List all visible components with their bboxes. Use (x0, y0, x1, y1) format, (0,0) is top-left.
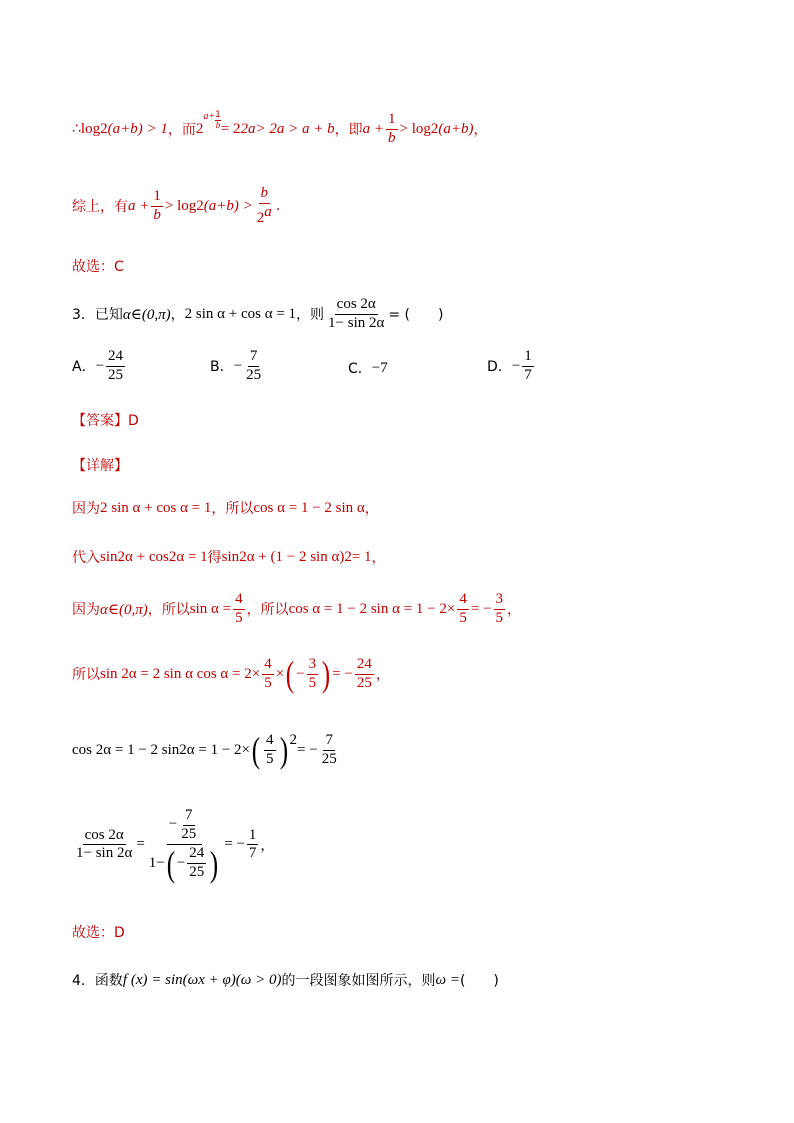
gt-log: > log (399, 120, 431, 137)
solution-line-summary (72, 186, 280, 227)
function-definition: f (x) = sin(ωx + φ)(ω > 0) (122, 971, 282, 988)
log-arg: (a+b) > (203, 197, 253, 214)
three-fifths-fraction: $\frac{3}{5}$ (308, 655, 317, 691)
log-base: 2 (196, 197, 204, 214)
log-base-2: 2 (430, 120, 439, 137)
therefore-symbol: ∴ (72, 121, 81, 138)
right-paren: ) (279, 730, 288, 770)
result-fraction: $\frac{1}{7}$ (248, 826, 257, 862)
comma: ， (170, 307, 185, 324)
compound-fraction (147, 808, 222, 882)
log-text: log (80, 120, 101, 137)
minus-seven-25: $\frac{7}{25}$ (181, 807, 197, 842)
power-exponent: a+ $\frac{1}{b}$ (203, 109, 221, 130)
option-d-fraction: $\frac{1}{7}$ (524, 348, 532, 383)
given-equation: 2 sin α + cos α = 1 (184, 305, 297, 322)
detail-step-5: cos 2α = 1 − 2 sin 2 α = 1 − 2× ( $\frac{4}{5}$ ) $^2$ = − $\frac{7}{25}$ (72, 730, 337, 770)
detail-step-6: $\frac{\cos 2\alpha}{1- \sin 2\alpha}$ = − $\frac{7}{25}$ 1− ( − $\frac{24}{25}$ ) = − $\frac{1}{7}$ ， (76, 807, 275, 884)
connector-text-2: ，即 (334, 122, 363, 139)
detail-step-4: 所以 sin 2α = 2 sin α cos α = 2× $\frac{4}{5}$ × ( − $\frac{3}{5}$ ) = − $\frac{24}{25}$ ， (72, 654, 390, 694)
result-fraction: $\frac{24}{25}$ (356, 655, 372, 691)
question-number: 3．已知 (72, 307, 123, 324)
option-a-fraction: $\frac{24}{25}$ (108, 348, 124, 383)
inequality-chain: > 2a > a + b (255, 120, 335, 137)
answer-blank: = ( ) (388, 307, 444, 324)
left-paren: ( (285, 654, 295, 694)
question-4: 4．函数 f (x) = sin(ωx + φ)(ω > 0) 的一段图象如图所示，则 ω = ( ) (72, 971, 499, 989)
then-text: ，则 (296, 307, 325, 324)
four-fifths-fraction: $\frac{4}{5}$ (266, 731, 274, 767)
alpha-domain: α∈(0,π) (122, 306, 171, 323)
four-fifths-fraction: $\frac{4}{5}$ (264, 655, 272, 691)
exponent-fraction: $\frac{1}{b}$ (215, 109, 221, 130)
power-2a: 2a (240, 120, 256, 137)
result-fraction: $\frac{7}{25}$ (321, 731, 337, 767)
question-3 (72, 297, 443, 332)
comma: ， (473, 122, 488, 139)
compound-numerator: − $\frac{7}{25}$ (167, 808, 202, 845)
log-arg: (a+b) > 1 (107, 120, 168, 137)
cos-alpha-fraction: $\frac{3}{5}$ (495, 591, 503, 626)
log-base: 2 (100, 120, 108, 137)
log-arg-2: (a+b) (438, 120, 474, 137)
target-fraction: $\frac{\cos 2\alpha}{1- \sin 2\alpha}$ (328, 296, 385, 331)
answer-blank: ( ) (459, 973, 499, 989)
solution-line-log-comparison (72, 109, 488, 147)
target-fraction: $\frac{\cos 2\alpha}{1- \sin 2\alpha}$ (76, 826, 133, 862)
summary-text: 综上，有 (72, 199, 128, 216)
fraction-one-over-b: $\frac{1}{b}$ (153, 188, 161, 223)
option-d: D． − $\frac{1}{7}$ (487, 348, 532, 383)
detail-label: 【详解】 (72, 458, 128, 474)
four-fifths-fraction: $\frac{4}{5}$ (459, 591, 467, 626)
option-b-fraction: $\frac{7}{25}$ (246, 348, 262, 383)
fraction-b-over-2a: $\frac{b}{2^a}$ (256, 185, 272, 226)
detail-step-1: 因为 2 sin α + cos α = 1 ，所以 cos α = 1 − 2 sin α ， (72, 499, 379, 517)
a-plus: a + (128, 197, 150, 214)
option-b: B． − $\frac{7}{25}$ (210, 348, 262, 383)
equals-power: = 2 (220, 120, 241, 137)
period: . (275, 198, 281, 215)
left-paren: ( (251, 730, 261, 770)
connector-text: ，而 (167, 122, 196, 139)
gt-log: > log (164, 197, 197, 214)
choice-result-c: 故选：C (72, 259, 124, 275)
right-paren: ) (321, 654, 331, 694)
option-a: A． − $\frac{24}{25}$ (72, 348, 124, 383)
sin-alpha-fraction: $\frac{4}{5}$ (235, 591, 243, 626)
question-number: 4．函数 (72, 973, 123, 989)
choice-result-d: 故选：D (72, 925, 125, 941)
a-plus: a + (362, 120, 385, 137)
twenty-four-25: $\frac{24}{25}$ (189, 845, 205, 880)
option-c: C． −7 (348, 359, 388, 377)
power-base: 2 (195, 120, 204, 137)
compound-denominator: 1− ( − $\frac{24}{25}$ ) (148, 843, 219, 884)
fraction-one-over-b: $\frac{1}{b}$ (388, 111, 396, 146)
detail-step-3: 因为 α∈(0,π) ，所以 sin α = $\frac{4}{5}$ ，所以 cos α = 1 − 2 sin α = 1 − 2× $\frac{4}{5}$ = − $\frac{3}{5}$ ， (72, 591, 521, 626)
detail-step-2: 代入 sin 2 α + cos 2 α = 1 得 sin 2 α + (1 − 2 sin α) 2 = 1 ， (72, 548, 386, 566)
answer-label: 【答案】D (72, 413, 139, 429)
